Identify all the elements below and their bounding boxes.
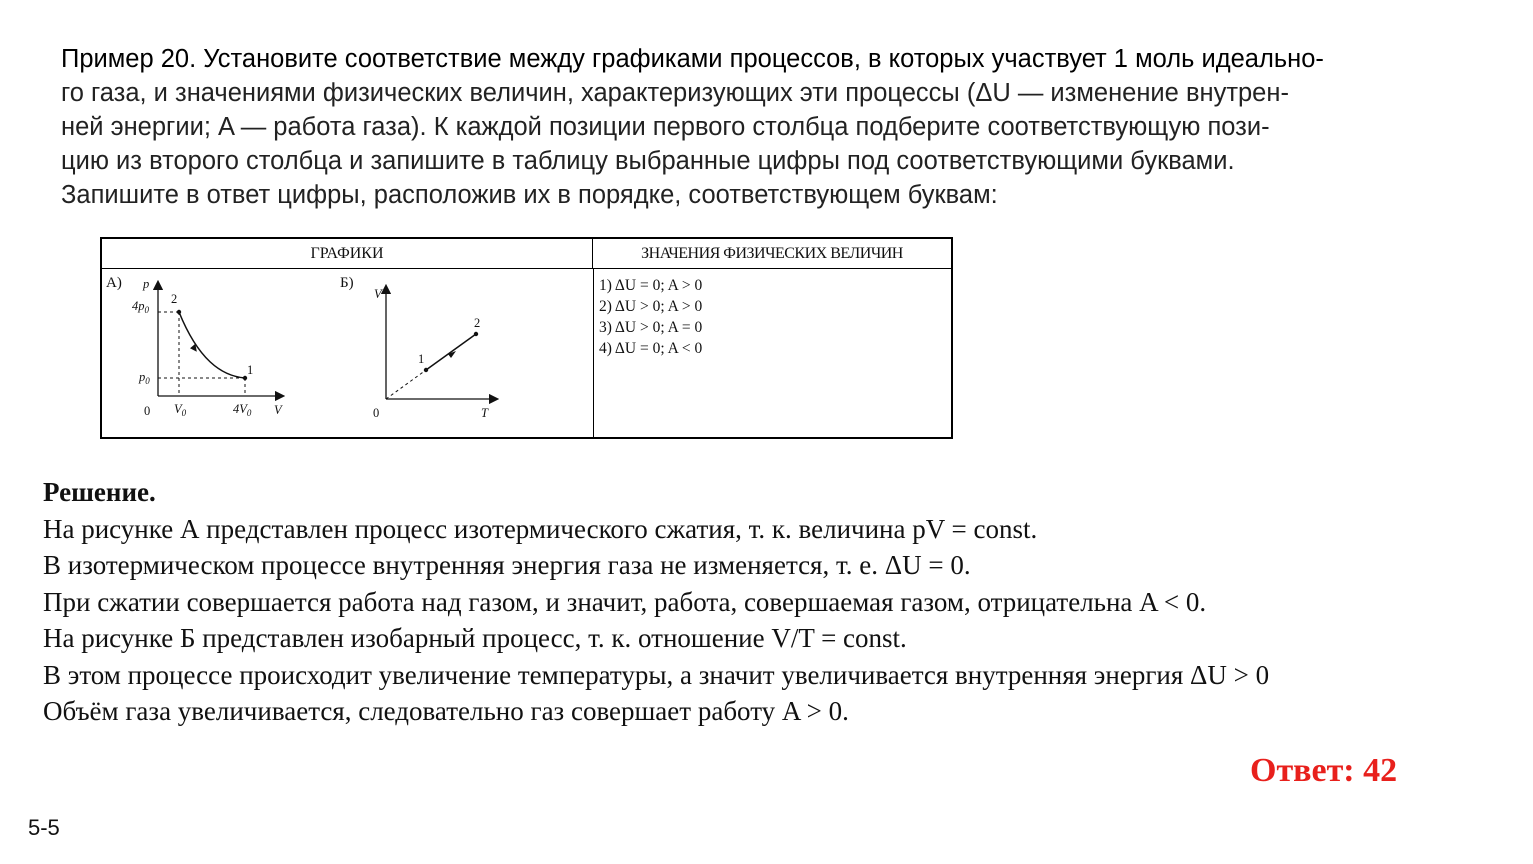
solution-line: В этом процессе происходит увеличение температуры, а значит увеличивается внутренняя энергия ΔU > 0: [43, 659, 1270, 690]
graph-a-x-label: V: [274, 403, 282, 417]
final-answer: Ответ: 42: [1250, 752, 1398, 789]
problem-line: го газа, и значениями физических величин, характеризующих эти процессы (ΔU — изменение внутрен-: [61, 79, 1289, 107]
solution-block: [43, 474, 1513, 730]
graph-a-point-1: 1: [247, 363, 254, 377]
graph-a-tick-p0: $p_0$: [139, 370, 150, 386]
solution-line: На рисунке Б представлен изобарный процесс, т. к. отношение V/T = const.: [43, 623, 907, 653]
graph-b-isobar-line: [426, 334, 476, 370]
column-divider: [593, 269, 594, 437]
option-item: 4) ΔU = 0; A < 0: [599, 340, 703, 357]
matching-table: [100, 237, 953, 439]
solution-line: При сжатии совершается работа над газом, и значит, работа, совершаемая газом, отрицательна A < 0.: [43, 586, 1207, 617]
problem-statement: [61, 42, 1501, 212]
slide-number: 5-5: [28, 815, 60, 840]
graph-b-y-label: V: [374, 287, 382, 301]
graph-a-tick-4p0: $4p_0$: [132, 299, 149, 315]
graph-b-vt-diagram: [364, 283, 504, 425]
graph-b-point-2: 2: [474, 316, 481, 330]
solution-title: Решение.: [43, 477, 156, 507]
solution-line: Объём газа увеличивается, следовательно газ совершает работу A > 0.: [43, 696, 849, 726]
answer-options: [599, 275, 702, 359]
graph-b-point-1: 1: [418, 352, 425, 366]
graph-a-isotherm-curve: [179, 312, 245, 378]
option-item: 2) ΔU > 0; A > 0: [599, 298, 703, 315]
graph-a-tick-4v0: $4V_0$: [233, 402, 252, 418]
graph-b-label: Б): [340, 275, 354, 291]
graph-a-pv-diagram: [126, 279, 286, 427]
graph-b-origin: 0: [373, 406, 380, 420]
problem-line: ней энергии; A — работа газа). К каждой позиции первого столбца подберите соответствующую пози-: [61, 113, 1270, 141]
header-values: ЗНАЧЕНИЯ ФИЗИЧЕСКИХ ВЕЛИЧИН: [593, 239, 951, 269]
graph-a-tick-v0: $V_0$: [174, 402, 187, 418]
header-graphs: ГРАФИКИ: [102, 239, 593, 269]
option-item: 1) ΔU = 0; A > 0: [599, 277, 703, 294]
graph-a-origin: 0: [144, 404, 151, 418]
problem-line: Пример 20. Установите соответствие между графиками процессов, в которых участвует 1 моль идеально-: [61, 45, 1324, 73]
option-item: 3) ΔU > 0; A = 0: [599, 319, 703, 336]
solution-line: В изотермическом процессе внутренняя энергия газа не изменяется, т. е. ΔU = 0.: [43, 550, 971, 580]
problem-line: цию из второго столбца и запишите в таблицу выбранные цифры под соответствующими буквами.: [61, 147, 1235, 175]
graph-a-point-2: 2: [171, 292, 178, 306]
graph-b-x-label: T: [481, 406, 488, 420]
graph-a-label: А): [106, 275, 122, 291]
graph-a-y-label: p: [143, 277, 150, 291]
problem-line: Запишите в ответ цифры, расположив их в порядке, соответствующем буквам:: [61, 181, 998, 209]
solution-line: На рисунке А представлен процесс изотермического сжатия, т. к. величина pV = const.: [43, 513, 1038, 544]
